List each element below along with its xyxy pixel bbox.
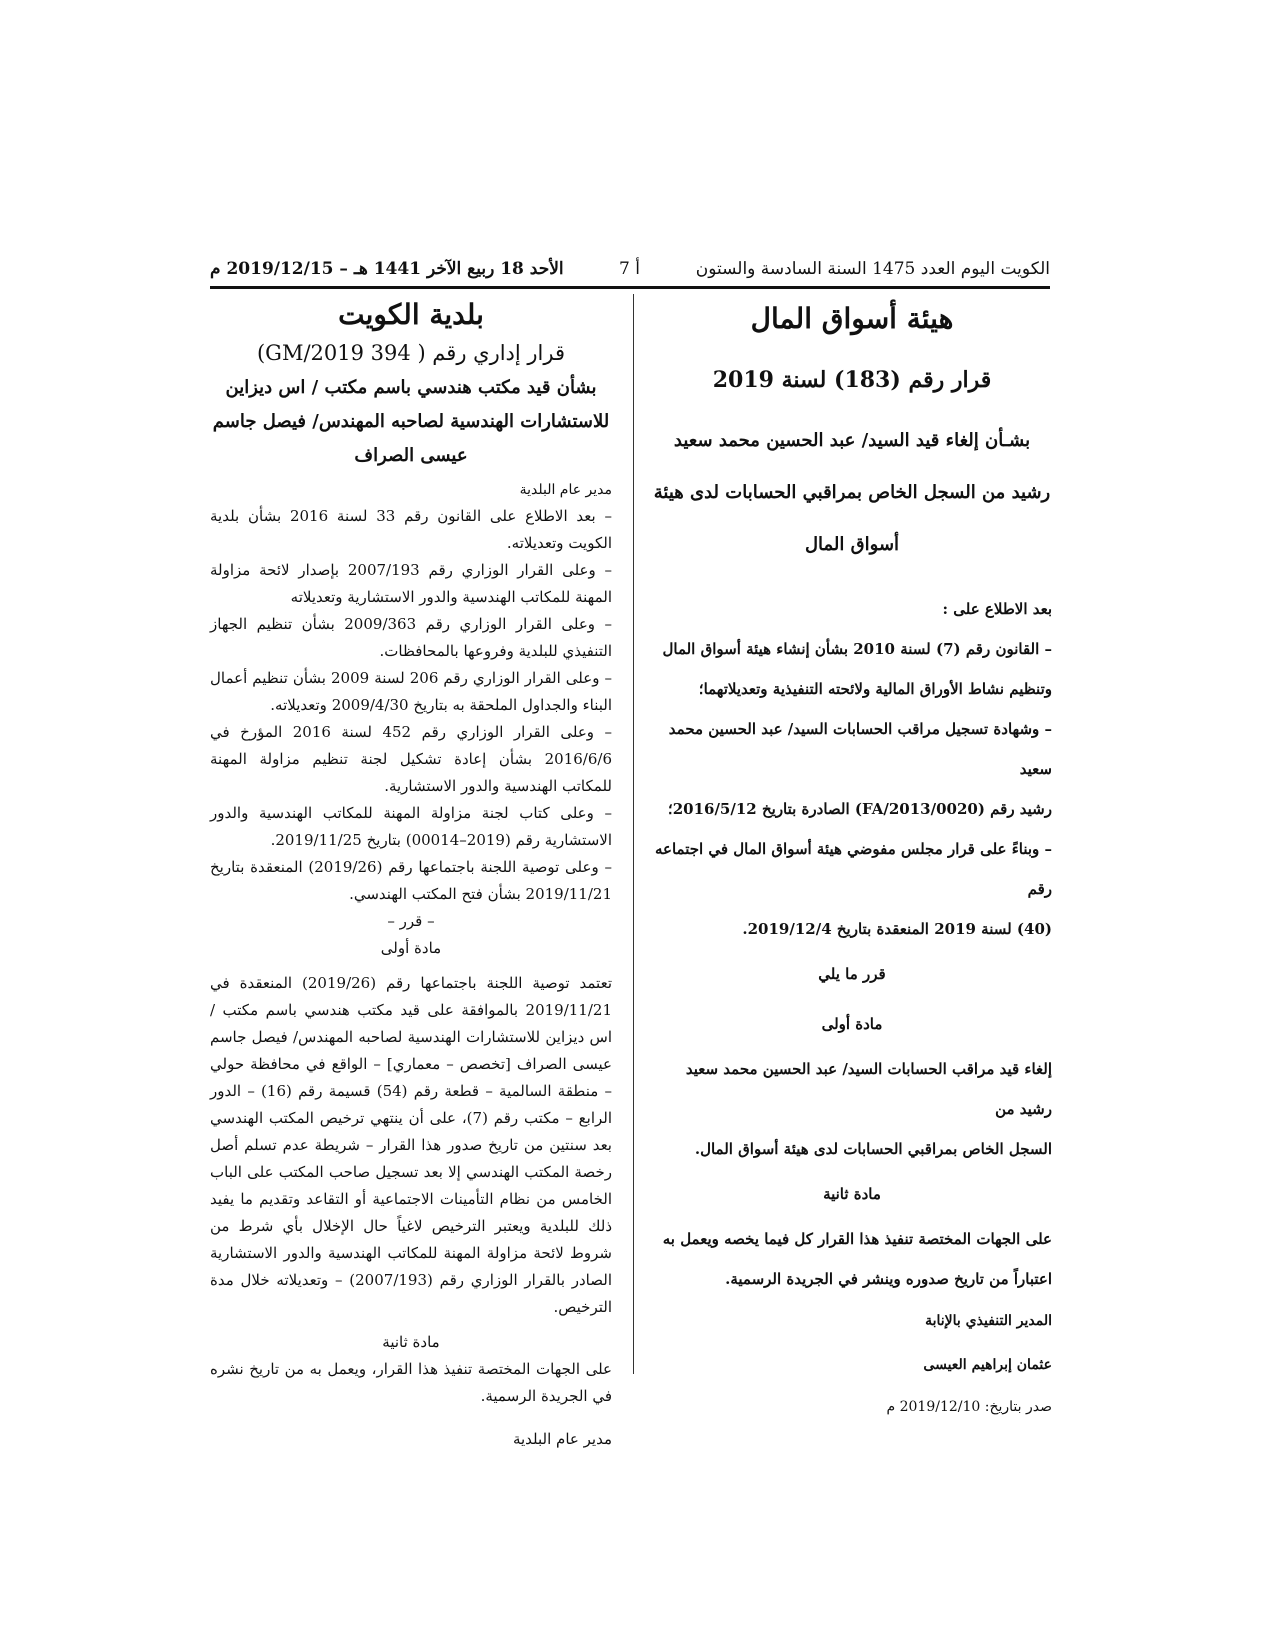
municipality-article-1-text: تعتمد توصية اللجنة باجتماعها رقم (2019/26) المنعقدة في 2019/11/21 بالموافقة على قيد مكتب هندسي باسم مكتب / اس ديزاين للاستشارات الهندسية لصاحبه المهندس/ فيصل جاسم عيسى الصراف [تخصص – معماري] – الواقع في محافظة حولي – منطقة السالمية – قطعة رقم (54) قسيمة رقم (16) – الدور الرابع – مكتب رقم (7)، على أن ينتهي ترخيص المكتب الهندسي بعد سنتين من تاريخ صدور هذا القرار – شريطة عدم تسلم أصل رخصة المكتب الهندسي إلا بعد تسجيل صاحب المكتب على الباب الخامس من نظام التأمينات الاجتماعية أو التقاعد وتقديم ما يفيد ذلك للبلدية ويعتبر الترخيص لاغياً حال الإخلال بأي شرط من شروط لائحة مزاولة المهنة للمكاتب الهندسية والدور الاستشارية الصادر بالقرار الوزاري رقم (2007/193) – وتعديلاته خلال مدة الترخيص.: [210, 974, 612, 1316]
municipality-preamble: – وعلى القرار الوزاري رقم 2009/363 بشأن تنظيم الجهاز التنفيذي للبلدية وفروعها بالمحافظات.: [210, 615, 612, 660]
cma-preamble: – وشهادة تسجيل مراقب الحسابات السيد/ عبد الحسين محمد سعيد: [668, 720, 1052, 778]
gazette-issue: الكويت اليوم العدد 1475 السنة السادسة والستون: [695, 259, 1050, 279]
cma-subject: [652, 415, 1052, 571]
cma-preamble: – القانون رقم (7) لسنة 2010 بشأن إنشاء هيئة أسواق المال: [662, 640, 1052, 658]
cma-decision-title: قرار رقم (183) لسنة 2019: [712, 367, 992, 393]
municipality-director-heading: مدير عام البلدية: [519, 482, 612, 498]
cma-decided: قرر ما يلي: [818, 965, 886, 983]
cma-preamble: وتنظيم نشاط الأوراق المالية ولائحته التنفيذية وتعديلاتهما؛: [698, 680, 1052, 698]
municipality-article-2-text: على الجهات المختصة تنفيذ هذا القرار، ويعمل به من تاريخ نشره في الجريدة الرسمية.: [210, 1360, 612, 1405]
municipality-subject-line: للاستشارات الهندسية لصاحبه المهندس/ فيصل جاسم: [212, 411, 610, 432]
column-divider: [633, 294, 634, 1374]
cma-article-2-title: مادة ثانية: [823, 1185, 881, 1203]
municipality-preamble: – وعلى القرار الوزاري رقم 206 لسنة 2009 بشأن تنظيم أعمال البناء والجداول الملحقة به بتاريخ 2009/4/30 وتعديلاته.: [210, 669, 612, 714]
municipality-preamble: – وعلى كتاب لجنة مزاولة المهنة للمكاتب الهندسية والدور الاستشارية رقم (2019–00014) بتاريخ 2019/11/25.: [210, 804, 612, 849]
municipality-subject-line: بشأن قيد مكتب هندسي باسم مكتب / اس ديزاين: [225, 377, 597, 398]
cma-preamble: (40) لسنة 2019 المنعقدة بتاريخ 2019/12/4.: [742, 920, 1052, 938]
cma-issue-date: صدر بتاريخ: 2019/12/10 م: [886, 1399, 1052, 1415]
municipality-preamble: – وعلى توصية اللجنة باجتماعها رقم (2019/26) المنعقدة بتاريخ 2019/11/21 بشأن فتح المكتب الهندسي.: [210, 858, 612, 903]
municipality-signatory: مدير عام البلدية: [512, 1430, 612, 1448]
cma-subject-line: بشـأن إلغاء قيد السيد/ عبد الحسين محمد سعيد: [673, 430, 1031, 451]
cma-article-1-title: مادة أولى: [821, 1015, 883, 1033]
cma-preamble: – وبناءً على قرار مجلس مفوضي هيئة أسواق المال في اجتماعه رقم: [654, 840, 1052, 898]
cma-article-1-text: السجل الخاص بمراقبي الحسابات لدى هيئة أسواق المال.: [694, 1140, 1052, 1158]
page-header: [210, 254, 1050, 284]
cma-preamble: رشيد رقم (FA/2013/0020) الصادرة بتاريخ 2016/5/12؛: [667, 800, 1052, 818]
municipality-decided: – قرر –: [387, 912, 435, 930]
cma-article-2-text: اعتباراً من تاريخ صدوره وينشر في الجريدة الرسمية.: [725, 1270, 1052, 1288]
municipality-preamble: – وعلى القرار الوزاري رقم 452 لسنة 2016 المؤرخ في 2016/6/6 بشأن إعادة تشكيل لجنة تنظيم مزاولة المهنة للمكاتب الهندسية والدور الاستشارية.: [210, 723, 613, 795]
municipality-subject: [210, 371, 612, 473]
cma-subject-line: رشيد من السجل الخاص بمراقبي الحسابات لدى هيئة: [653, 482, 1051, 503]
municipality-article-2-title: مادة ثانية: [382, 1333, 440, 1351]
cma-signatory-name: عثمان إبراهيم العيسى: [923, 1357, 1052, 1373]
page-number: أ 7: [619, 259, 640, 279]
cma-article-2-text: على الجهات المختصة تنفيذ هذا القرار كل فيما يخصه ويعمل به: [662, 1230, 1052, 1248]
cma-preamble: بعد الاطلاع على :: [942, 600, 1052, 618]
municipality-decision-title: قرار إداري رقم ( 394 2019/GM): [256, 341, 566, 365]
cma-subject-line: أسواق المال: [804, 534, 900, 555]
municipality-subject-line: عيسى الصراف: [354, 445, 468, 466]
municipality-article-1-title: مادة أولى: [380, 939, 442, 957]
cma-signatory-title: المدير التنفيذي بالإنابة: [925, 1313, 1052, 1329]
municipality-preamble: – بعد الاطلاع على القانون رقم 33 لسنة 2016 بشأن بلدية الكويت وتعديلاته.: [210, 507, 612, 552]
cma-article-1-text: إلغاء قيد مراقب الحسابات السيد/ عبد الحسين محمد سعيد رشيد من: [685, 1060, 1052, 1118]
municipality-org-title: بلدية الكويت: [338, 298, 484, 331]
cma-decision: [652, 296, 1052, 1427]
cma-org-title: هيئة أسواق المال: [750, 302, 954, 335]
issue-date: الأحد 18 ربيع الآخر 1441 هـ – 2019/12/15 م: [210, 259, 564, 279]
municipality-preamble: – وعلى القرار الوزاري رقم 2007/193 بإصدار لائحة مزاولة المهنة للمكاتب الهندسية والدور الاستشارية وتعديلاته: [210, 561, 613, 606]
header-rule: [210, 286, 1050, 289]
municipality-decision: [210, 296, 612, 1453]
